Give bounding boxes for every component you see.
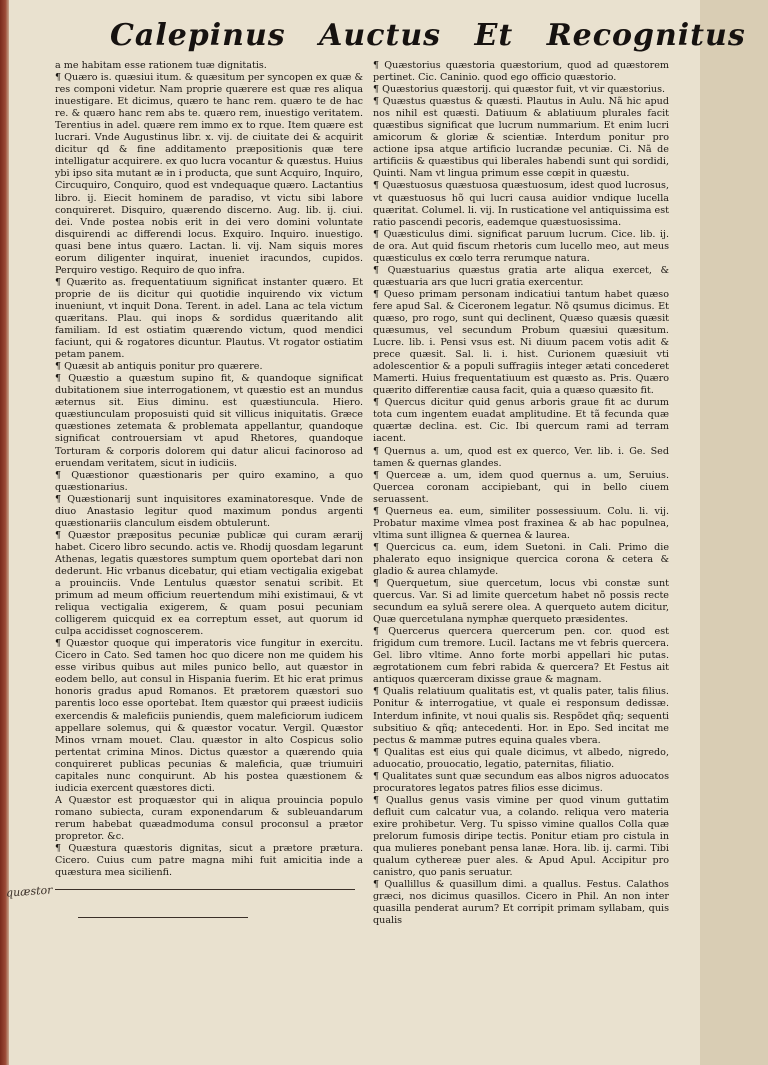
- entry-text: ¶ Quæro is. quæsiui itum. & quæsitum per syncopen ex quæ & res componi videtur. Nam proprie quærere est quæ res aliqua inuestigare. Et dicimus, quæro te hanc rem. quæro te de hac re. & quæro hanc rem abs te. quæro rem, inuestigo veritatem. Terentius in adel. quære rem immo ex to rque. Item quære est lucrari. Vnde Augustinus libr. x. vij. de ciuitate dei & acquirit dicitur qd & fine additamento præpositionis quæ tere intelligatur acquirere. ex quo lucra vocantur & quæstus. Huius ybi ipso sita mutant æ in i producta, que sunt Acquiro, Inquiro, Circuquiro, Conquiro, quod est vndequaque quæro. Lactantius libro. ij. Eiecit hominem de paradiso, vt victu sibi labore conquireret. Disquiro, quærendo discerno. Aug. lib. ij. ciui. dei. Vnde postea nobis erit in dei vero domini voluntate disquirendi ac differendi locus. Exquiro. Inquiro. inuestigo. quasi bene intus quæro. Lactan. li. vij. Nam siquis mores eorum diligenter inquirat, inueniet iracundos, cupidos. Perquiro vestigo. Requiro de quo infra.: [55, 72, 363, 276]
- handwritten-underline: [78, 917, 248, 918]
- header-word: Auctus: [319, 18, 442, 53]
- entry-text: ¶ Quercus dicitur quid genus arboris graue fit ac durum tota cum ingentem euadat amplitudine. Et tã fecunda quæ quærtæ declina. est. Cic. Ibi quercum rami ad terram iacent.: [373, 397, 669, 445]
- header-word: Recognitus: [546, 18, 746, 53]
- entry-text: ¶ Quernus a. um, quod est ex querco, Ver. lib. i. Ge. Sed tamen & quernas glandes.: [373, 445, 669, 469]
- header-word: Et: [474, 18, 514, 53]
- entry-text: ¶ Quallillus & quasillum dimi. a quallus. Festus. Calathos græci, nos dicimus quasillos. Cicero in Phil. An non inter quasilla penderat aurum? Et corripit primam syllabam, quis qualis: [373, 879, 669, 927]
- handwritten-underline: [55, 889, 355, 890]
- entry-text: ¶ Quæstio a quæstum supino fit, & quandoque significat dubitationem siue interrogationem, vt quæstio est an mundus æternus sit. Eius diminu. est quæstiuncula. Hiero. quæstiunculam proposuisti quid sit villicus iniquitatis. Græce quæstiones zetemata & problemata appellantur, quandoque significat controuersiam vt apud Rhetores, quandoque Torturam & corporis dolorem qui datur alicui facinoroso ad eruendam veritatem, sicut in iudiciis.: [55, 373, 363, 469]
- entry-text: ¶ Quercerus quercera quercerum pen. cor. quod est frigidum cum tremore. Lucil. Iactans me vt febris quercera. Gel. libro vltime. Anno forte morbi appellari hic putas. ægrotationem cum febri rabida & quercera? Et Festus ait antiquos quærceram dixisse graue & magnam.: [373, 626, 669, 686]
- entry-text: ¶ Quæstuarius quæstus gratia arte aliqua exercet, & quæstuaria ars que lucri gratia exercentur.: [373, 264, 669, 288]
- entry-text: a me habitam esse rationem tuæ dignitatis.: [55, 60, 267, 71]
- entry-text: ¶ Quæstor præpositus pecuniæ publicæ qui curam ærarij habet. Cicero libro secundo. actis ve. Rhodij quosdam legarunt Athenas, legatis quæstores sumptum quem oportebat dari non dederunt. Hic vrbanus dicebatur, qui etiam vectigalia exigebat a prouinciis. Vnde Lentulus quæstor senatui scribit. Et primum ad meum officium reuertendum mihi existimaui, & vt reliqua vectigalia exigerem, & quam posui pecuniam colligerem quicquid ex ea correptum esset, aut quorum id culpa accidisset cognoscerem.: [55, 529, 363, 638]
- entry-text: ¶ Quæsticulus dimi. significat paruum lucrum. Cice. lib. ij. de ora. Aut quid fiscum rhetoris cum lucello meo, aut meus quæsticulus ex cœlo terra rerumque natura.: [373, 228, 669, 264]
- entry-text: ¶ Quercicus ca. eum, idem Suetoni. in Cali. Primo die phalerato equo insignique quercica corona & cetera & gladio & aurea chlamyde.: [373, 541, 669, 577]
- right-column: [373, 60, 669, 927]
- entry-text: ¶ Quæstionor quæstionaris per quiro examino, a quo quæstionarius.: [55, 469, 363, 493]
- entry-text: ¶ Quallus genus vasis vimine per quod vinum guttatim defluit cum calcatur vua, a colando. reliqua vero materia exire prohibetur. Verg. Tu spisso vimine quallos Colla quæ prelorum fumosis diripe tectis. Ponitur etiam pro cistula in qua mulieres ponebant pensa lanæ. Hora. lib. ij. carmi. Tibi qualum cythereæ puer ales. & Apud Apul. Accipitur pro canistro, quo panis seruatur.: [373, 794, 669, 879]
- entry-text: ¶ Querneus ea. eum, similiter possessiuum. Colu. li. vij. Probatur maxime vlmea post fraxinea & ab hac populnea, vltima sunt illignea & quernea & laurea.: [373, 505, 669, 541]
- entry-text: ¶ Queso primam personam indicatiui tantum habet quæso fere apud Sal. & Ciceronem legatur. Nõ qsumus dicimus. Et quæso, pro rogo, sunt qui declinent, Quæso quæsis quæsit quæsumus, vel secundum Probum quæsiui quæsitum. Lucre. lib. i. Pensi vsus est. Ni diuum pacem votis adit & prece quæsit. Sal. li. i. hist. Curionem quæsiuit vti adolescentior & a populi suffragiis integer ætati concederet Mamerti. Huius frequentatiuum est quæsto as. Pris. Quæro quærito differentiæ causa facit, quia a quæso quæsito fit.: [373, 288, 669, 397]
- entry-text: ¶ Qualitas est eius qui quale dicimus, vt albedo, nigredo, aduocatio, prouocatio, legatio, paternitas, filiatio.: [373, 746, 669, 770]
- entry-text: ¶ Quæstorius quæstorij. qui quæstor fuit, vt vir quæstorius.: [373, 84, 666, 96]
- entry-text: ¶ Qualis relatiuum qualitatis est, vt qualis pater, talis filius. Ponitur & interrogatiue, vt quale ei responsum dedissæ. Interdum infinite, vt noui qualis sis. Respõdet qñq; sequenti subsitiuo & qñq; antecedenti. Hor. in Epo. Sed incitat me pectus & mammæ putres equina quales vbera.: [373, 686, 669, 746]
- entry-text: ¶ Quæstura quæstoris dignitas, sicut a prætore prætura. Cicero. Cuius cum patre magna mihi fuit amicitia inde a quæstura mea sicilienfi.: [55, 843, 363, 879]
- marginal-annotation: quæstor: [5, 883, 53, 900]
- entry-text: ¶ Quæstionarij sunt inquisitores examinatoresque. Vnde de diuo Anastasio legitur quod maximum pondus argenti quæstionariis clanculum eisdem obtulerunt.: [55, 493, 363, 529]
- entry-text: ¶ Quærito as. frequentatiuum significat instanter quæro. Et proprie de iis dicitur qui quotidie inquirendo vix victum inueniunt, vt inquit Dona. Terent. in adel. Lana ac tela victum quæritans. Plau. qui inops & sordidus quæritando alit familiam. Id est ostiatim quærendo victum, quod mendici faciunt, qui & rogatores dicuntur. Plautus. Vt rogator ostiatim petam panem.: [55, 276, 363, 361]
- entry-text: ¶ Quæstuosus quæstuosa quæstuosum, idest quod lucrosus, vt quæstuosus hõ qui lucri causa auidior vndique lucella quæritat. Columel. li. vij. In rusticatione vel antiquissima est ratio pascendi pecoris, eademque quæstuosissima.: [373, 180, 669, 228]
- left-column: [55, 60, 363, 879]
- page-edge: [0, 0, 9, 1065]
- entry-text: ¶ Quæstus quæstus & quæsti. Plautus in Aulu. Nã hic apud nos nihil est quæsti. Datiuum & ablatiuum plurales facit quæstibus significat que lucrum nummarium. Et enim lucri amicorum & gloriæ & scientiæ. Interdum ponitur pro actione ipsa atque artificio lucrandæ pecuniæ. Ci. Nã de artificiis & quæstibus qui liberales habendi sunt qui sordidi, Quinti. Nam vt lingua primum esse cœpit in quæstu.: [373, 96, 669, 180]
- entry-text: ¶ Quæstor quoque qui imperatoris vice fungitur in exercitu. Cicero in Cato. Sed tamen hoc quo dicere non me quidem his esse viribus quibus aut miles punico bello, aut quæstor in eodem bello, aut consul in Hispania fuerim. Et hic erat primus honoris gradus apud Romanos. Et prætorem quæstori suo parentis loco esse oportebat. Item quæstor qui præest iudiciis exercendis & maleficiis puniendis, quem maleficiorum iudicem appellare solemus, qui & quæstor vocatur. Vergil. Quæstor Minos vrnam mouet. Clau. quæstor in alto Cospicus solio pertentat crimina Minos. Dictus quæstor a quærendo quia conquireret publicas pecunias & maleficia, quæ triumuiri capitales nunc conquirunt. Ab his postea quæstionem & iudicia exercent quæstores dicti.: [55, 638, 363, 794]
- entry-text: A Quæstor est proquæstor qui in aliqua prouincia populo romano subiecta, curam exponendarum & subleuandarum rerum habebat quæadmoduma consul proconsul a prætor propretor. &c.: [55, 794, 363, 842]
- entry-text: ¶ Quæsit ab antiquis ponitur pro quærere.: [55, 361, 263, 373]
- entry-text: ¶ Querquetum, siue quercetum, locus vbi constæ sunt quercus. Var. Si ad limite quercetum habet nõ possis recte secundum ea syluã serere olea. A querqueto autem dicitur, Quæ quercetulana nymphæ querqueto præsidentes.: [373, 578, 669, 626]
- running-head: [110, 18, 746, 64]
- entry-text: ¶ Quæstorius quæstoria quæstorium, quod ad quæstorem pertinet. Cic. Caninio. quod ego officio quæstorio.: [373, 60, 669, 84]
- header-word: Calepinus: [110, 18, 286, 53]
- entry-text: ¶ Querceæ a. um, idem quod quernus a. um, Seruius. Quercea coronam accipiebant, qui in bello ciuem seruassent.: [373, 469, 669, 505]
- entry-text: ¶ Qualitates sunt quæ secundum eas albos nigros aduocatos procuratores legatos patres filios esse dicimus.: [373, 770, 669, 794]
